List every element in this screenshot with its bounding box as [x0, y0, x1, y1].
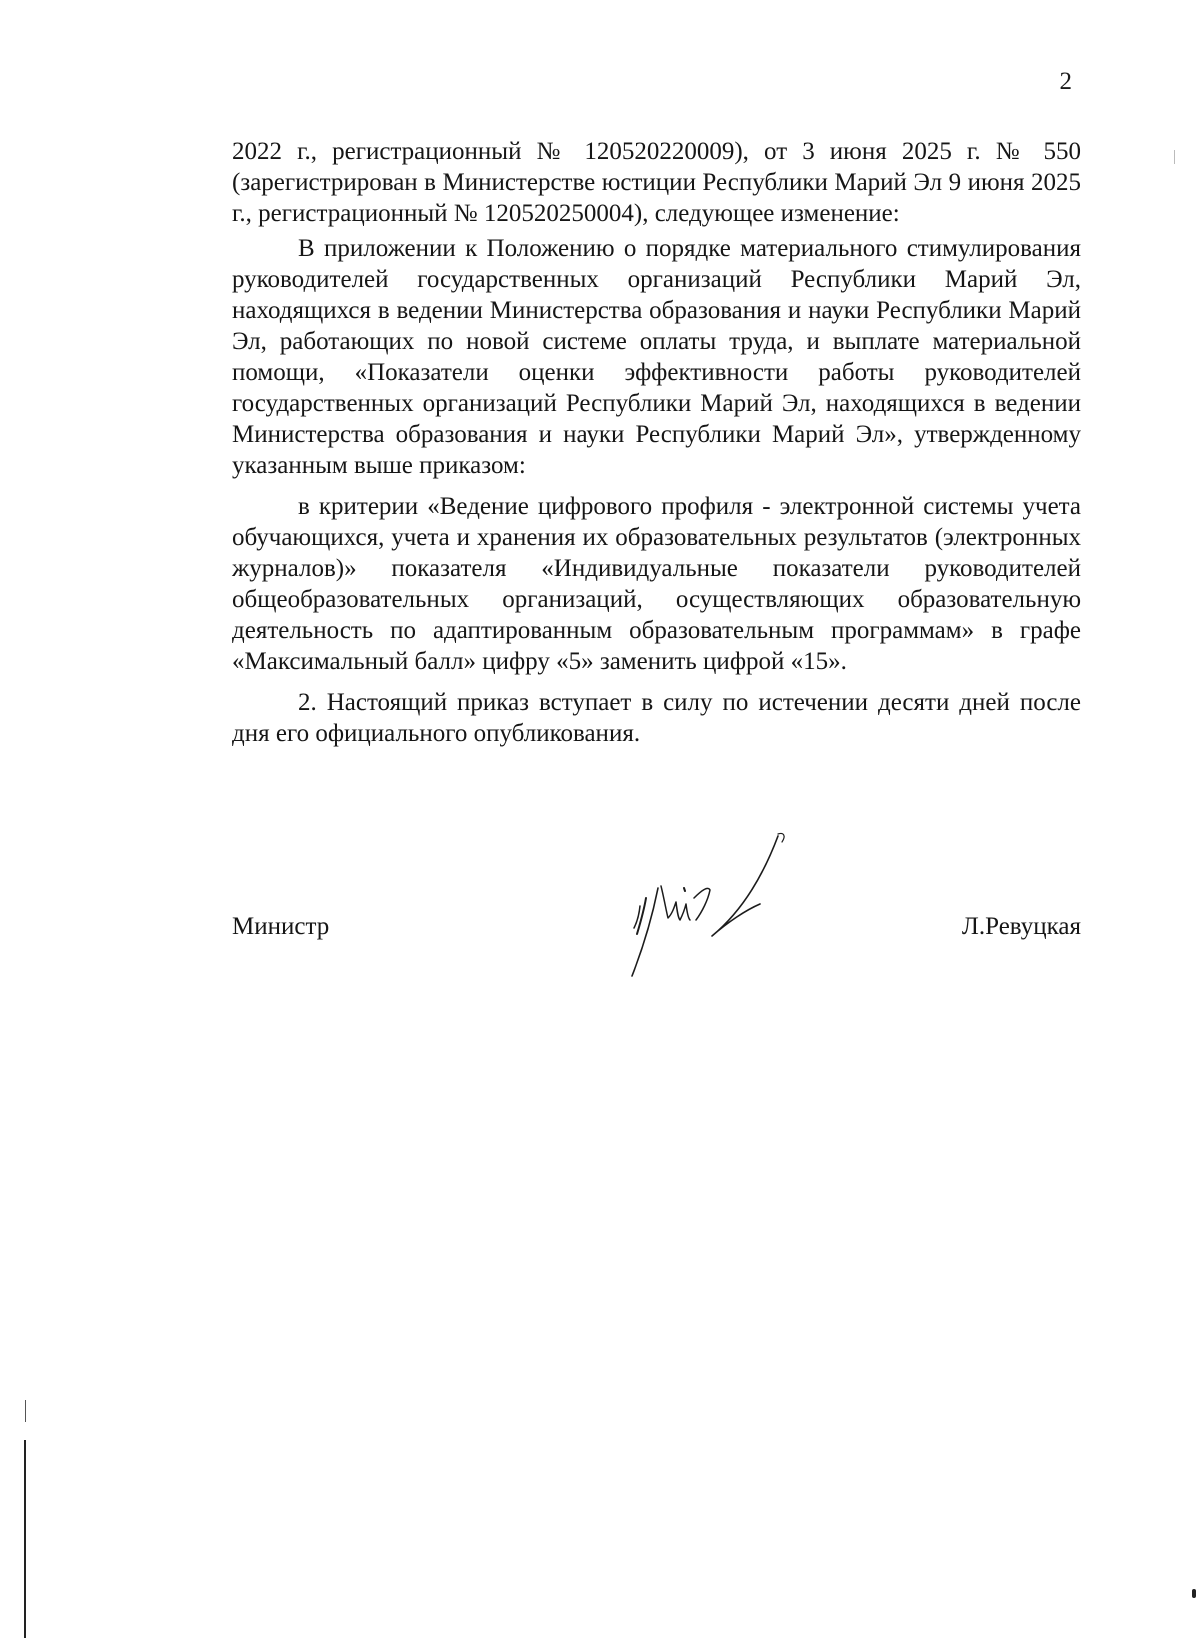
signer-title: Министр — [232, 913, 330, 940]
scan-edge-mark — [25, 1400, 26, 1422]
handwritten-signature — [628, 828, 828, 978]
paragraph-amendment-detail: в критерии «Ведение цифрового профиля - электронной системы учета обучающихся, учета и хранения их образовательных результатов (электронных журналов)» показателя «Индивидуальные показатели руководителей общеобразовательных организаций, осуществляющих образовательную деятельность по адаптированным образовательным программам» в графе «Максимальный балл» цифру «5» заменить цифрой «15». — [232, 493, 1081, 675]
paragraph-amendment-intro: В приложении к Положению о порядке материального стимулирования руководителей государственных организаций Республики Марий Эл, находящихся в ведении Министерства образования и науки Республики Марий Эл, работающих по новой системе оплаты труда, и выплате материальной помощи, «Показатели оценки эффективности работы руководителей государственных организаций Республики Марий Эл, находящихся в ведении Министерства образования и науки Республики Марий Эл», утвержденному указанным выше приказом: — [232, 235, 1081, 479]
page-number: 2 — [1059, 68, 1072, 95]
scan-edge-mark — [24, 1440, 26, 1638]
signer-name: Л.Ревуцкая — [961, 913, 1081, 940]
paragraph-effective-date: 2. Настоящий приказ вступает в силу по истечении десяти дней после дня его официального опубликования. — [232, 689, 1081, 747]
scan-edge-dot — [1192, 1589, 1196, 1598]
document-body — [232, 136, 1081, 749]
paragraph-continuation: 2022 г., регистрационный № 120520220009), от 3 июня 2025 г. № 550 (зарегистрирован в Министерстве юстиции Республики Марий Эл 9 июня 2025 г., регистрационный № 120520250004), следующее изменение: — [232, 138, 1081, 227]
scan-edge-speck — [1174, 150, 1175, 164]
signature-block — [232, 913, 1081, 953]
